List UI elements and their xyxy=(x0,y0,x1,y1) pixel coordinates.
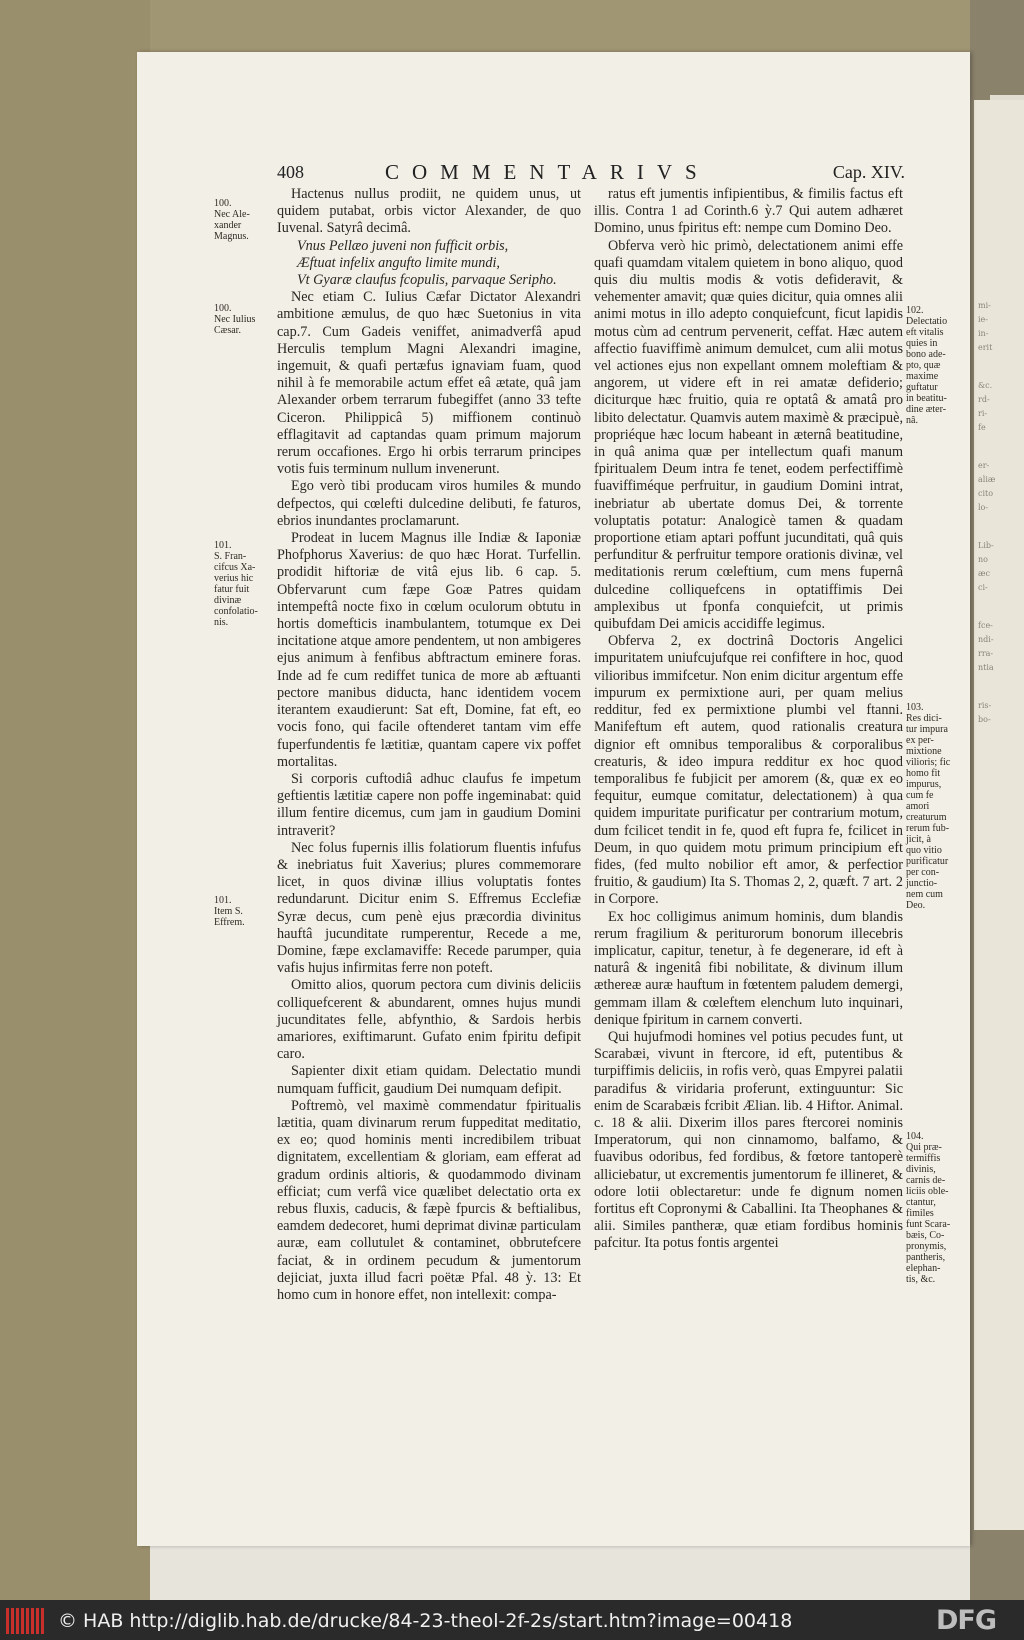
barcode-icon xyxy=(6,1608,46,1634)
next-page-text: ntia xyxy=(978,663,994,672)
page-number: 408 xyxy=(277,162,304,182)
margin-note: 102. Delectatio eft vitalis quies in bono ade- pto, quæ maxime guftatur in beatitu- dine æter- nâ. xyxy=(906,305,948,426)
dfg-logo: DFG xyxy=(936,1605,997,1636)
next-page-text: rra- xyxy=(978,649,994,658)
paragraph: Poftremò, vel maximè commendatur fpiritualis lætitia, quam divinarum rerum fuppeditat meditatio, ex eo; quod hominis menti incredibilem tribuat dignitatem, excellentiam & gloriam, eam efferat ad gradum ordinis altioris, & quodammodo divinam efficiat; cum verfâ vice quælibet delectatio orta ex rebus fluxis, caducis, & fæpè fpurcis & beftialibus, eamdem dedecoret, humi deprimat divinæ particulam auræ, eam collutulet & contaminet, obbrutefcere faciat, & in ordinem pecudum & jumentorum dejiciat, juxta illud facri poëtæ Pfal. 48 ỳ. 13: Et homo cum in honore effet, non intellexit: compa- xyxy=(277,1097,581,1303)
paragraph: Obferva 2, ex doctrinâ Doctoris Angelici impuritatem uniufcujufque rei confiftere in hoc, quod vilioribus immifcetur. Non enim dicitur argentum effe impurum ex permixtione auri, per quam melius redditur, fed ex permixtione plumbi vel ftanni. Manifeftum eft autem, quod rationalis creatura dignior eft omnibus temporalibus & corporalibus creaturis, & ideo impura redditur ex hoc quod temporalibus fe fubjicit per amorem (&, quæ ex eo fequitur, eumque comitatur, delectationem) à qua quidem impuritate purificatur per contrarium motum, dum fcilicet tendit in fe, quod eft fupra fe, fcilicet in Deum, in quo quidem motu primum principium eft fides, (fed multo nobilior eft amor, & perfectior fruitio, & gaudium) Ita S. Thomas 2, 2, quæft. 7 art. 2 in Corpore. xyxy=(594,633,903,908)
margin-note: 103. Res dici- tur impura ex per- mixtione vilioris; fic homo fit impurus, cum fe amori creaturum rerum fub- jicit, à quo vitio purificatur per con- junctio- nem cum Deo. xyxy=(906,702,951,911)
paragraph: Nec etiam C. Iulius Cæfar Dictator Alexandri ambitione æmulus, de quo hæc Suetonius in vita cap.7. Cum Gadeis veniffet, animadverfâ apud Herculis templum Magni Alexandri imagine, ingemuit, & quafi pertæfus ignaviam fuam, quod nihil à fe memorabile actum effet eâ ætate, quâ jam Alexander orbem terrarum fubegiffet (anno 33 tefte Ciceron. Philippicâ 5) miffionem continuò efflagitavit ad captandas quam primum majorum rerum occafiones. Ergo hi orbis terrarum principes votis fuis terminum nullum invenerunt. xyxy=(277,289,581,478)
next-page-text: ci- xyxy=(978,583,988,592)
paragraph: Obferva verò hic primò, delectationem animi effe quafi quamdam vitalem quietem in bono aliquo, quod quis diu multis modis & votis defideravit, & vehementer amavit; quæ quies dicitur, quia omnes alii animi motus in illo adepto conquiefcunt, ficut lapidis motus cùm ad centrum pervenerit, ceffat. Hæc autem affectio fuaviffimè animum demulcet, cum alii motus vel actiones ejus non expellant omnem moleftiam & angorem, ut videre eft in rei amatæ defiderio; diciturque hæc fruitio, quia re optatâ & amatâ pro libito delectatur. Quamvis autem maximè & præcipuè, propriéque hæc locum habeant in æternâ beatitudine, in quâ anima quæ per intellectum quafi manum fpiritualem Deum intra fe tenet, eodem perfectiffimè fuaviffiméque perfruitur, in gaudium Domini intrat, inebriatur ab ubertate domus Dei, & torrente voluptatis potatur: Analogicè tamen & quadam proportione etiam aptari poffunt jucunditati, quâ quis perfunditur & perfruitur tempore orationis divinæ, vel meditationis rerum cœleftium, cum mens fupernâ dulcedine colliquefcens in optatiffimis Dei amplexibus ut fponfa conquiefcit, ut primis quibufdam Dei amicis accidiffe legimus. xyxy=(594,237,903,633)
next-page-text: &c. xyxy=(978,381,993,390)
next-page-text: er- xyxy=(978,461,990,470)
copyright-link[interactable]: © HAB http://diglib.hab.de/drucke/84-23-theol-2f-2s/start.htm?image=00418 xyxy=(58,1610,793,1632)
margin-note: 101. S. Fran- cifcus Xa- verius hic fatur fuit divinæ confolatio- nis. xyxy=(214,540,258,628)
margin-note: 104. Qui præ- termiffis divinis, carnis de- liciis oble- ctantur, fimiles funt Scara- bæis, Co- pronymis, pantheris, elephan- tis, &c. xyxy=(906,1131,951,1285)
next-page-text: ndi- xyxy=(978,635,994,644)
next-page-text: fce- xyxy=(978,621,993,630)
paragraph: Hactenus nullus prodiit, ne quidem unus, ut quidem putabat, orbis victor Alexander, de quo Iuvenal. Satyrâ decimâ. xyxy=(277,186,581,237)
paragraph: Ex hoc colligimus animum hominis, dum blandis rerum fragilium & periturorum bonorum illecebris implicatur, capitur, tenetur, à fe degenerare, id eft à naturâ & ingenitâ fibi nobilitate, & divinum illum æthereæ auræ hauftum in fœtentem paludem demergi, gemmam illam & cœleftem elenchum luto inquinari, denique fpiritum in carnem converti. xyxy=(594,908,903,1028)
next-page-text: æc xyxy=(978,569,990,578)
next-page-text: aliæ xyxy=(978,475,996,484)
scan-background-left xyxy=(0,0,150,1600)
next-page-text: ri- xyxy=(978,409,988,418)
paragraph: Si corporis cuftodiâ adhuc claufus fe impetum geftientis lætitiæ capere non poffe ingeminabat: quid illum fentire dicemus, cum jam in gaudium Domini intraverit? xyxy=(277,770,581,839)
next-page-text: lo- xyxy=(978,503,989,512)
next-page-text: ris- xyxy=(978,701,992,710)
next-page-text: mi- xyxy=(978,301,991,310)
margin-note: 101. Item S. Effrem. xyxy=(214,895,245,928)
next-page-fragment xyxy=(974,100,1024,1530)
text-column-right xyxy=(594,186,903,1253)
verse-line: Æftuat infelix angufto limite mundi, xyxy=(297,254,500,271)
paragraph: Prodeat in lucem Magnus ille Indiæ & Iaponiæ Phofphorus Xaverius: de quo hæc Horat. Turfellin. prodidit hiftoriæ de vitâ ejus lib. 6 cap. 5. Obfervarunt cum fæpe Goæ Patres quidam intempeftâ nocte fixo in cœlum oculorum obtutu in hortis domefticis inambulantem, totumque ex Dei incitatione atque amore pendentem, ut non ambigeres ejus animum à fenfibus abftractum eminere foras. Inde ad fe cum rediffet tunica de more ab æftuanti pectore manibus diducta, hanc identidem vocem iterantem exaudierunt: Sat eft, Domine, fat eft, eo vocis fono, qui facile oftenderet tantam vim effe fuperfundentis fe lætitiæ, quantam capere vix poffet mortalitas. xyxy=(277,530,581,770)
next-page-text: rd- xyxy=(978,395,990,404)
margin-note: 100. Nec Iulius Cæsar. xyxy=(214,303,256,336)
next-page-text: in- xyxy=(978,329,989,338)
paragraph: Sapienter dixit etiam quidam. Delectatio mundi numquam fufficit, gaudium Dei numquam defipit. xyxy=(277,1063,581,1097)
next-page-text: bo- xyxy=(978,715,991,724)
verse-line: Vnus Pellæo juveni non fufficit orbis, xyxy=(297,237,509,254)
scan-background-top xyxy=(0,0,1024,52)
paragraph: Nec folus fupernis illis folatiorum fluentis infufus & inebriatus fuit Xaverius; plures commemorare licet, in quos divinæ illius voluptatis fontes redundarunt. Dicitur enim S. Effremus Ecclefiæ Syræ decus, cum penè ejus præcordia divinitus hauftâ jucunditate rumperentur, Recede a me, Domine, fæpe exclamaviffe: Recede parumper, quia vafis hujus infirmitas ferre non poteft. xyxy=(277,839,581,977)
paragraph: Omitto alios, quorum pectora cum divinis deliciis colliquefcerent & abundarent, omnes hujus mundi jucunditates felle, abfynthio, & Sardois herbis amariores, exiftimarunt. Gufato enim fpiritu defipit caro. xyxy=(277,977,581,1063)
next-page-text: cito xyxy=(978,489,994,498)
running-title: COMMENTARIVS xyxy=(385,160,710,184)
next-page-text: erit xyxy=(978,343,993,352)
chapter-label: Cap. XIV. xyxy=(832,162,905,182)
next-page-text: ie- xyxy=(978,315,988,324)
paragraph: Qui hujufmodi homines vel potius pecudes funt, ut Scarabæi, vivunt in ftercore, id eft, putentibus & turpiffimis deliciis, in rofis verò, quas Empyrei palatii paradifus & viridaria proferunt, extinguuntur: Sic enim de Scarabæis fcribit Ælian. lib. 4 Hiftor. Animal. c. 18 & alii. Dixerim illos pares ftercorei nominis Imperatorum, qui non cinnamomo, balfamo, & fuavibus odoribus, fed fordibus, & fœtore tantoperè alliciebatur, ut excrementis jumentorum fe illineret, & odore lotii oblectaretur: unde fe dignum nomen fortitus eft Copronymi & Caballini. Ita Theophanes & alii. Similes pantheræ, quæ etiam fordibus hominis pafcitur. Ita potus fontis argentei xyxy=(594,1028,903,1252)
next-page-text: fe xyxy=(978,423,986,432)
text-column-left xyxy=(277,186,581,1304)
running-header xyxy=(270,160,905,188)
verse-line: Vt Gyaræ claufus fcopulis, parvaque Seripho. xyxy=(297,272,557,289)
margin-note: 100. Nec Ale- xander Magnus. xyxy=(214,198,250,242)
footer-bar xyxy=(0,1600,1024,1640)
paragraph: ratus eft jumentis infipientibus, & fimilis factus eft illis. Contra 1 ad Corinth.6 ỳ.7 Qui autem adhæret Domino, unus fpiritus eft: nempe cum Domino Deo. xyxy=(594,186,903,237)
next-page-text: Lib- xyxy=(978,541,994,550)
next-page-text: no xyxy=(978,555,988,564)
paragraph: Ego verò tibi producam viros humiles & mundo defpectos, qui cœlefti dulcedine delibuti, fe faturos, ebrios inundantes proclamarunt. xyxy=(277,478,581,529)
